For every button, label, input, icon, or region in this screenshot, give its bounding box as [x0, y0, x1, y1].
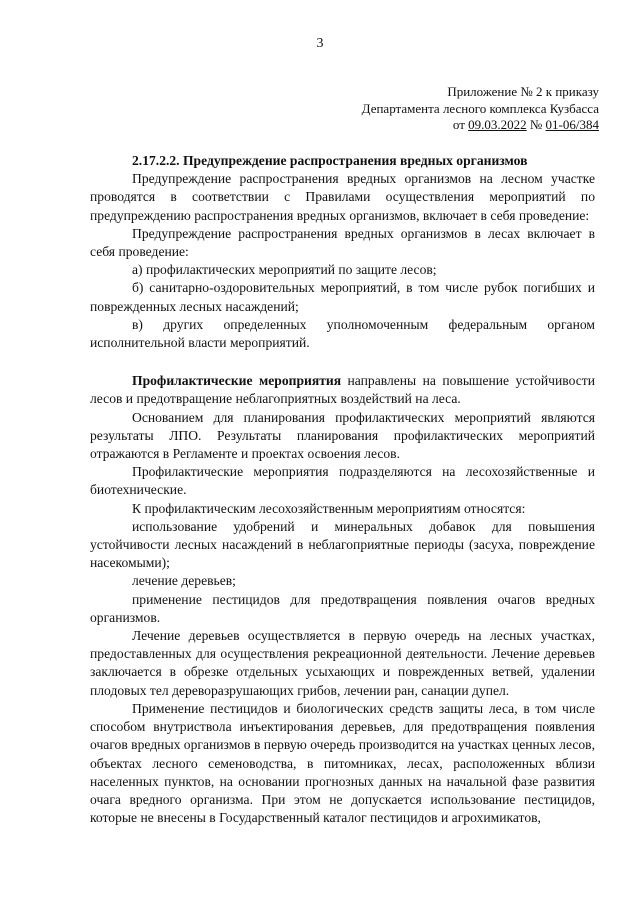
paragraph: Предупреждение распространения вредных организмов на лесном участке проводятся в соответствии с Правилами осуществления мероприятий по предупреждению распространения вредных организмов, включает в себя проведение: [90, 171, 595, 223]
page-number: 3 [316, 36, 324, 51]
order-date: 09.03.2022 [468, 117, 527, 132]
document-body [90, 152, 595, 827]
header-line-3 [362, 117, 599, 134]
bold-term: Профилактические мероприятия [132, 373, 342, 389]
paragraph: Профилактические мероприятия подразделяются на лесохозяйственные и биотехнические. [90, 464, 595, 498]
number-sign: № [526, 117, 546, 132]
section-title: 2.17.2.2. Предупреждение распространения вредных организмов [132, 153, 528, 168]
paragraph-bold-lead [90, 372, 595, 408]
paragraph: Предупреждение распространения вредных организмов в лесах включает в себя проведение: [90, 225, 595, 260]
header-line-1: Приложение № 2 к приказу [447, 84, 599, 99]
paragraph: применение пестицидов для предотвращения появления очагов вредных организмов. [90, 591, 595, 625]
paragraph: использование удобрений и минеральных добавок для повышения устойчивости лесных насаждений в неблагоприятные периоды (засуха, повреждение насекомыми); [90, 518, 595, 571]
order-number: 01-06/384 [545, 117, 599, 132]
spacer [90, 352, 595, 372]
header-line-2: Департамента лесного комплекса Кузбасса [361, 100, 599, 116]
paragraph: Лечение деревьев осуществляется в первую очередь на лесных участках, предоставленных для осуществления рекреационной деятельности. Лечение деревьев заключается в обрезке отдельных усыхающих и поврежденных ветвей, удалении плодовых тел дереворазрушающих грибов, лечении ран, санации дупел. [90, 628, 595, 698]
appendix-header [362, 84, 599, 134]
paragraph: К профилактическим лесохозяйственным мероприятиям относятся: [132, 500, 526, 516]
list-item-a: а) профилактических мероприятий по защите лесов; [132, 262, 437, 278]
list-item-c: в) других определенных уполномоченным федеральным органом исполнительной власти мероприятий. [90, 316, 595, 351]
paragraph: лечение деревьев; [132, 573, 236, 589]
paragraph: Основанием для планирования профилактических мероприятий являются результаты ЛПО. Результаты планирования профилактических мероприятий отражаются в Регламенте и проектах освоения лесов. [90, 409, 595, 462]
bold-lead-rest: направлены на повышение устойчивости лесов и предотвращение неблагоприятных воздействий на леса. [90, 373, 595, 407]
header-prefix: от [452, 117, 469, 132]
paragraph: Применение пестицидов и биологических средств защиты леса, в том числе способом внутриствола инъектирования деревьев, для предотвращения появления очагов вредных организмов в первую очередь производится на участках ценных лесов, объектах лесного семеноводства, в питомниках, лесах, расположенных вблизи населенных пунктов, на основании прогнозных данных на начальной фазе развития очага вредного организма. При этом не допускается использование пестицидов, которые не внесены в Государственный каталог пестицидов и агрохимикатов, [90, 700, 595, 826]
list-item-b: б) санитарно-оздоровительных мероприятий, в том числе рубок погибших и поврежденных лесных насаждений; [90, 280, 595, 314]
